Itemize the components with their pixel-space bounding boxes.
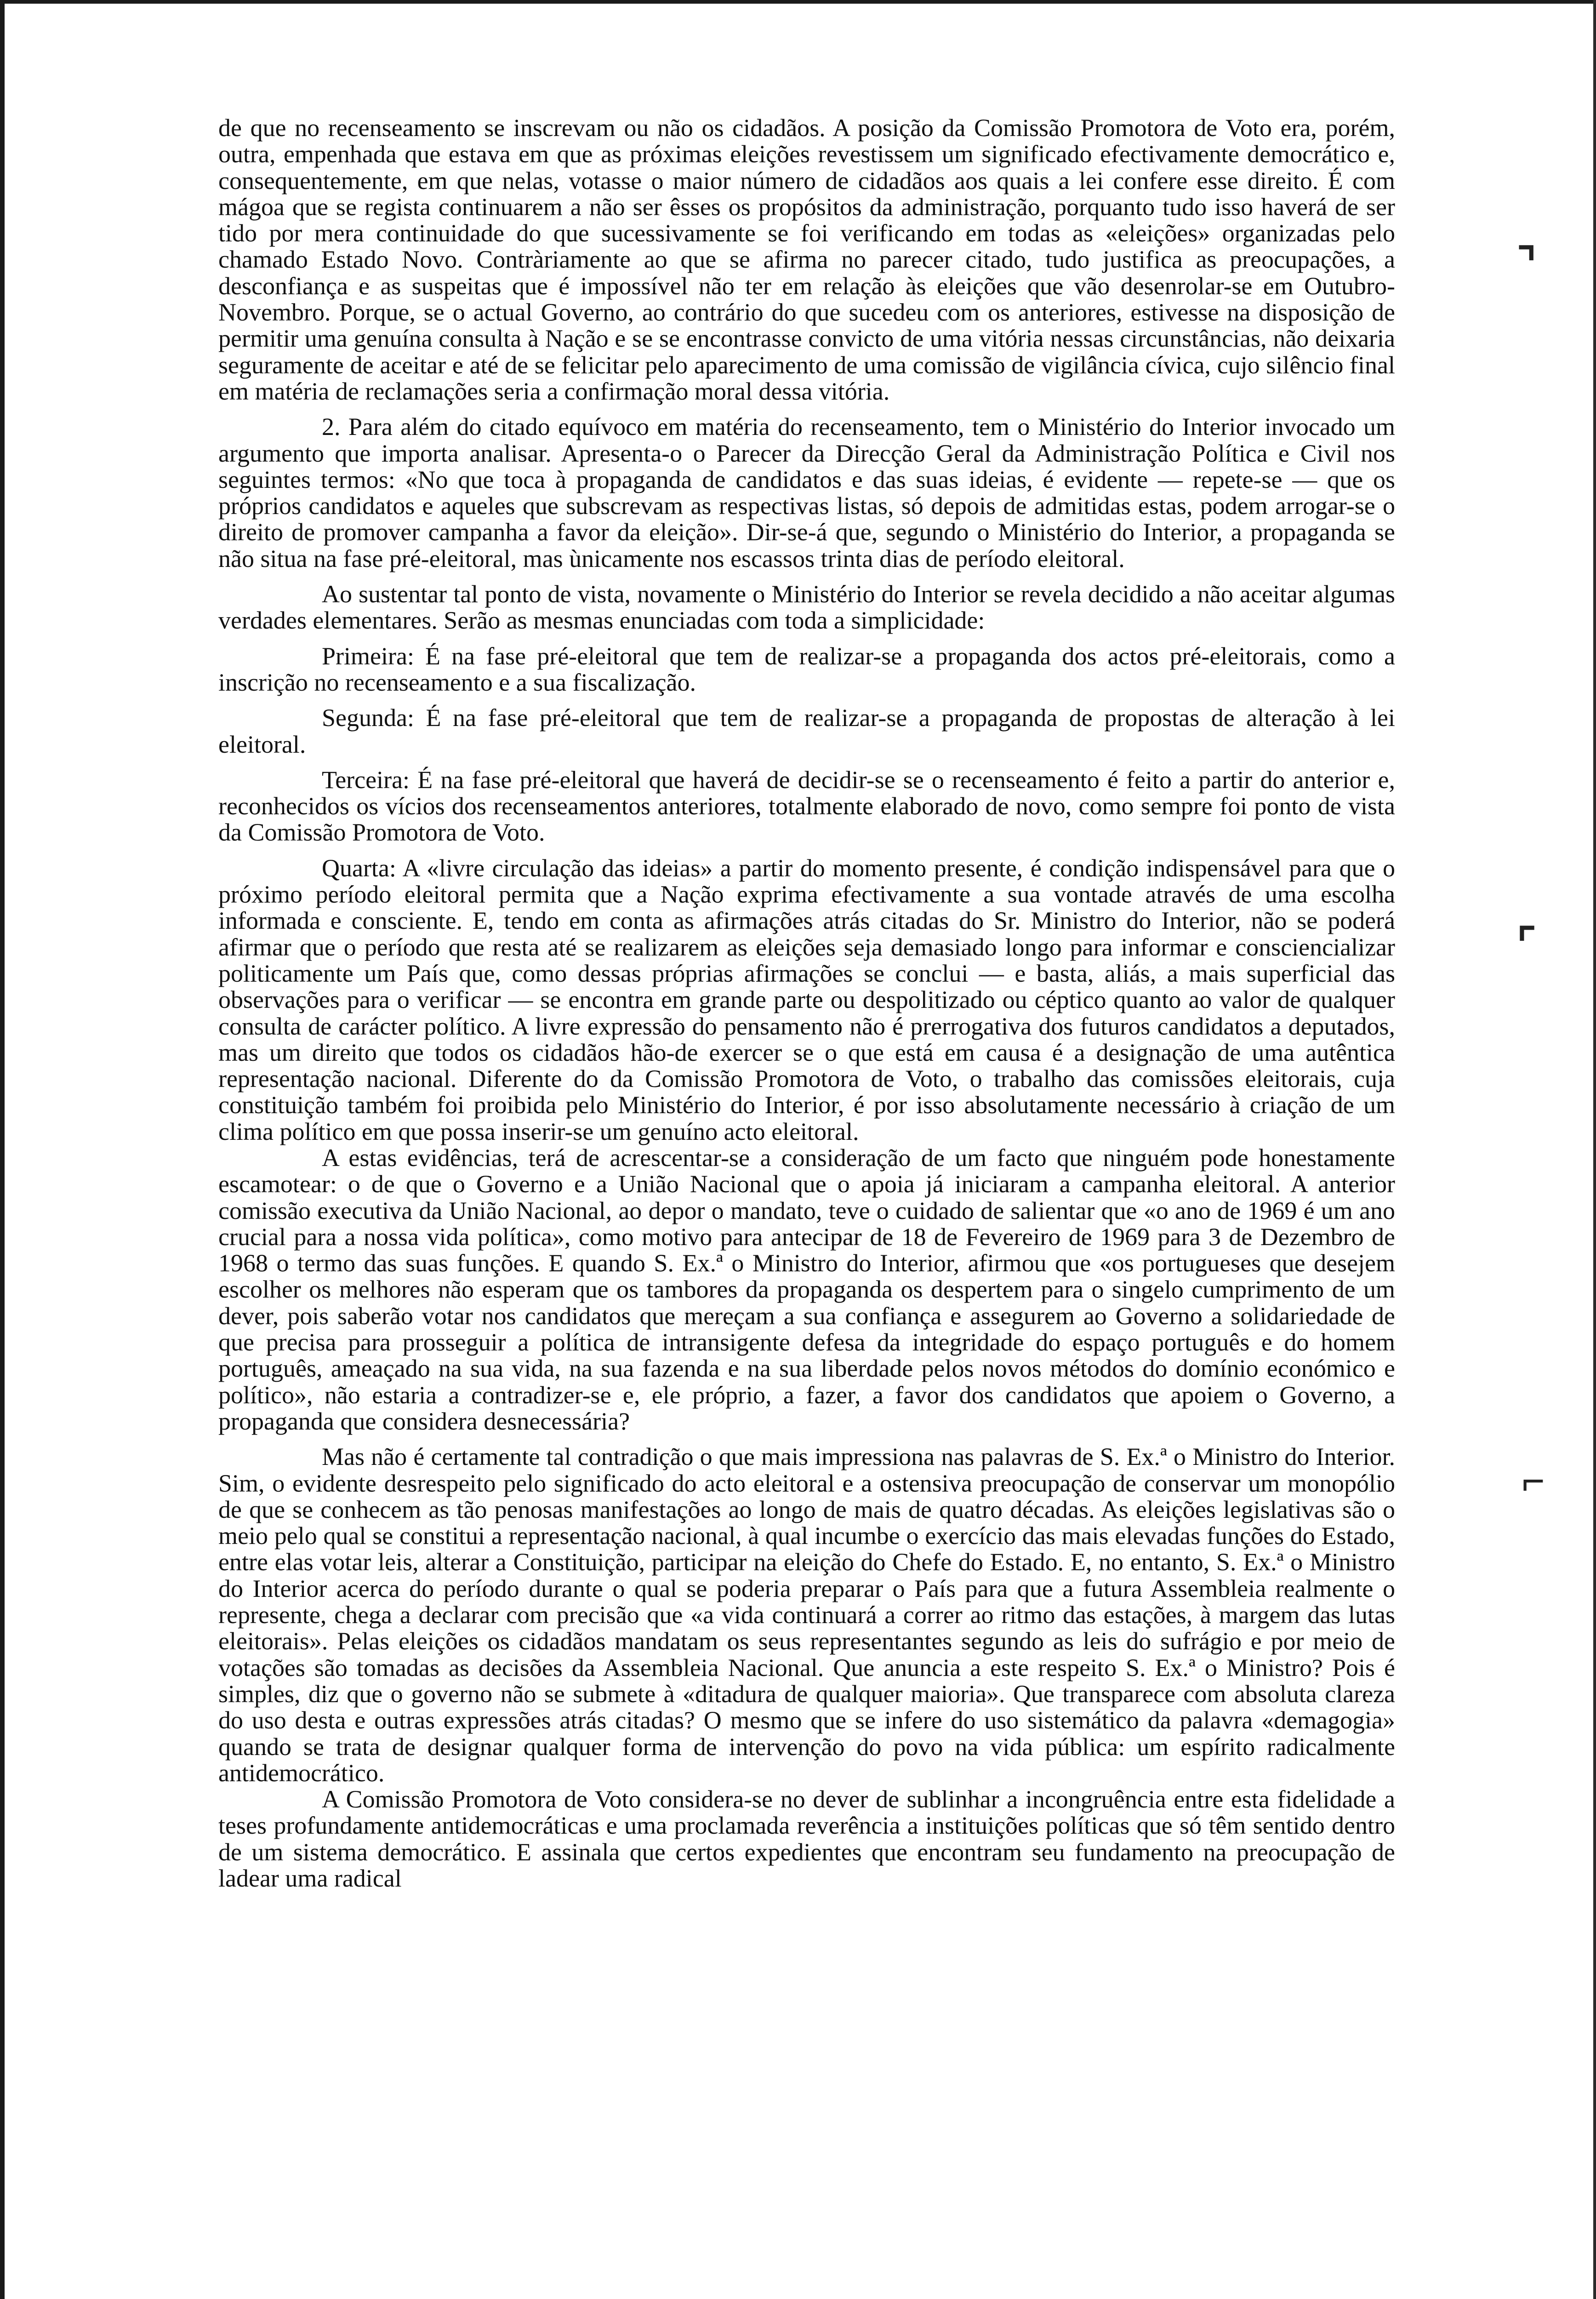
margin-mark: ⌜: [1517, 921, 1537, 967]
paragraph-quarta: Quarta: A «livre circulação das ideias» a partir do momento presente, é condição indispensável para que o próximo período eleitoral permita que a Nação exprima efectivamente a sua vontade através de uma escolha informada e consciente. E, tendo em conta as afirmações atrás citadas do Sr. Ministro do Interior, não se poderá afirmar que o período que resta até se realizarem as eleições seja demasiado longo para informar e consciencializar politicamente um País que, como dessas próprias afirmações se conclui — e basta, aliás, a mais superficial das observações para o verificar — se encontra em grande parte ou despolitizado ou céptico quanto ao valor de qualquer consulta de carácter político. A livre expressão do pensamento não é prerrogativa dos futuros candidatos a deputados, mas um direito que todos os cidadãos hão-de exercer se o que está em causa é a designação de uma autêntica representação nacional. Diferente do da Comissão Promotora de Voto, o trabalho das comissões eleitorais, cuja constituição também foi proibida pelo Ministério do Interior, é por isso absolutamente necessário à criação de um clima político em que possa inserir-se um genuíno acto eleitoral.: [218, 854, 1395, 1145]
paragraph-2: 2. Para além do citado equívoco em matéria do recenseamento, tem o Ministério do Interior invocado um argumento que importa analisar. Apresenta-o o Parecer da Direcção Geral da Administração Política e Civil nos seguintes termos: «No que toca à propaganda de candidatos e das suas ideias, é evidente — repete-se — que os próprios candidatos e aqueles que subscrevam as respectivas listas, só depois de admitidas estas, podem arrogar-se o direito de promover campanha a favor da eleição». Dir-se-á que, segundo o Ministério do Interior, a propaganda se não situa na fase pré-eleitoral, mas ùnicamente nos escassos trinta dias de período eleitoral.: [218, 413, 1395, 572]
paragraph-segunda: Segunda: É na fase pré-eleitoral que tem de realizar-se a propaganda de propostas de alteração à lei eleitoral.: [218, 704, 1395, 758]
paragraph-1: de que no recenseamento se inscrevam ou não os cidadãos. A posição da Comissão Promotora de Voto era, porém, outra, empenhada que estava em que as próximas eleições revestissem um significado efectivamente democrático e, consequentemente, em que nelas, votasse o maior número de cidadãos aos quais a lei confere esse direito. É com mágoa que se regista continuarem a não ser êsses os propósitos da administração, porquanto tudo isso haverá de ser tido por mera continuidade do que sucessivamente se foi verificando em todas as «eleições» organizadas pelo chamado Estado Novo. Contràriamente ao que se afirma no parecer citado, tudo justifica as preocupações, a desconfiança e as suspeitas que é impossível não ter em relação às eleições que vão desenrolar-se em Outubro-Novembro. Porque, se o actual Governo, ao contrário do que sucedeu com os anteriores, estivesse na disposição de permitir uma genuína consulta à Nação e se se encontrasse convicto de uma vitória nessas circunstâncias, não deixaria seguramente de aceitar e até de se felicitar pelo aparecimento de uma comissão de vigilância cívica, cujo silêncio final em matéria de reclamações seria a confirmação moral dessa vitória.: [218, 114, 1395, 405]
paragraph-9: Mas não é certamente tal contradição o que mais impressiona nas palavras de S. Ex.ª o Ministro do Interior. Sim, o evidente desrespeito pelo significado do acto eleitoral e a ostensiva preocupação de conservar um monopólio de que se conhecem as tão penosas manifestações ao longo de mais de quatro décadas. As eleições legislativas são o meio pelo qual se constitui a representação nacional, à qual incumbe o exercício das mais elevadas funções do Estado, entre elas votar leis, alterar a Constituição, participar na eleição do Chefe do Estado. E, no entanto, S. Ex.ª o Ministro do Interior acerca do período durante o qual se poderia preparar o País para que a futura Assembleia realmente o represente, chega a declarar com precisão que «a vida continuará a correr ao ritmo das estações, à margem das lutas eleitorais». Pelas eleições os cidadãos mandatam os seus representantes segundo as leis do sufrágio e por meio de votações são tomadas as decisões da Assembleia Nacional. Que anuncia a este respeito S. Ex.ª o Ministro? Pois é simples, diz que o governo não se submete à «ditadura de qualquer maioria». Que transparece com absoluta clareza do uso desta e outras expressões atrás citadas? O mesmo que se infere do uso sistemático da palavra «demagogia» quando se trata de designar qualquer forma de intervenção do povo na vida pública: um espírito radicalmente antidemocrático.: [218, 1443, 1395, 1787]
paragraph-8: A estas evidências, terá de acrescentar-se a consideração de um facto que ninguém pode honestamente escamotear: o de que o Governo e a União Nacional que o apoia já iniciaram a campanha eleitoral. A anterior comissão executiva da União Nacional, ao depor o mandato, teve o cuidado de salientar que «o ano de 1969 é um ano crucial para a nossa vida política», como motivo para antecipar de 18 de Fevereiro de 1969 para 3 de Dezembro de 1968 o termo das suas funções. E quando S. Ex.ª o Ministro do Interior, afirmou que «os portugueses que desejem escolher os melhores não esperam que os tambores da propaganda os despertem para o singelo cumprimento de um dever, pois saberão votar nos candidatos que mereçam a sua confiança e assegurem ao Governo a solidariedade de que precisa para prosseguir a política de intransigente defesa da integridade do espaço português e do homem português, ameaçado na sua vida, na sua fazenda e na sua liberdade pelos novos métodos do domínio económico e político», não estaria a contradizer-se e, ele próprio, a fazer, a favor dos candidatos que apoiem o Governo, a propaganda que considera desnecessária?: [218, 1144, 1395, 1435]
margin-mark: ⌐: [1522, 1458, 1545, 1504]
paragraph-3: Ao sustentar tal ponto de vista, novamente o Ministério do Interior se revela decidido a não aceitar algumas verdades elementares. Serão as mesmas enunciadas com toda a simplicidade:: [218, 580, 1395, 635]
scan-border-top: [0, 0, 1596, 4]
paragraph-terceira: Terceira: É na fase pré-eleitoral que haverá de decidir-se se o recenseamento é feito a partir do anterior e, reconhecidos os vícios dos recenseamentos anteriores, totalmente elaborado de novo, como sempre foi ponto de vista da Comissão Promotora de Voto.: [218, 766, 1395, 846]
document-body: [218, 115, 1395, 1892]
scan-border-left: [0, 0, 5, 2299]
paragraph-primeira: Primeira: É na fase pré-eleitoral que tem de realizar-se a propaganda dos actos pré-eleitorais, como a inscrição no recenseamento e a sua fiscalização.: [218, 642, 1395, 696]
paragraph-10: A Comissão Promotora de Voto considera-se no dever de sublinhar a incongruência entre esta fidelidade a teses profundamente antidemocráticas e uma proclamada reverência a instituições políticas que só têm sentido dentro de um sistema democrático. E assinala que certos expedientes que encontram seu fundamento na preocupação de ladear uma radical: [218, 1785, 1395, 1892]
scan-border-right: [1593, 0, 1596, 2299]
margin-mark: ⌝: [1517, 241, 1537, 286]
